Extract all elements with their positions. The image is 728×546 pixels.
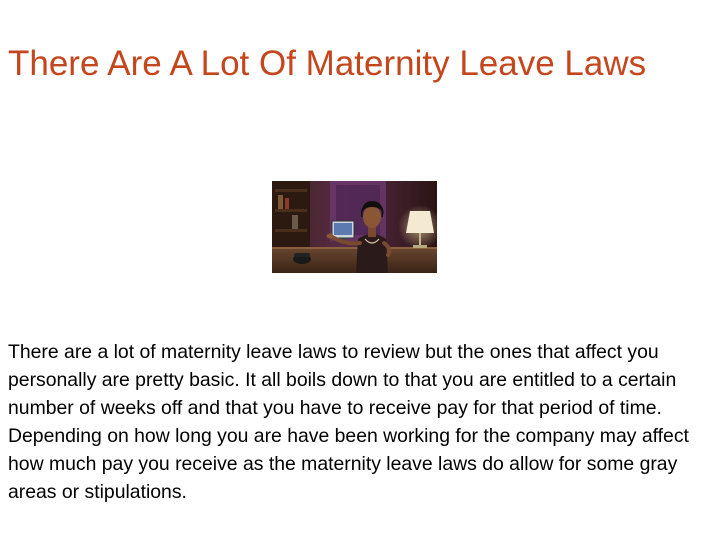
slide-body-text: There are a lot of maternity leave laws to review but the ones that affect you personally are pretty basic. It all boils down to that you are entitled to a certain number of weeks off and that you have to receive pay for that period of time. Depending on how long you are have been working for the company may affect how much pay you receive as the maternity leave laws do allow for some gray areas or stipulations.	[8, 341, 689, 503]
video-still-image	[272, 181, 437, 273]
slide-title: There Are A Lot Of Maternity Leave Laws	[8, 44, 647, 83]
